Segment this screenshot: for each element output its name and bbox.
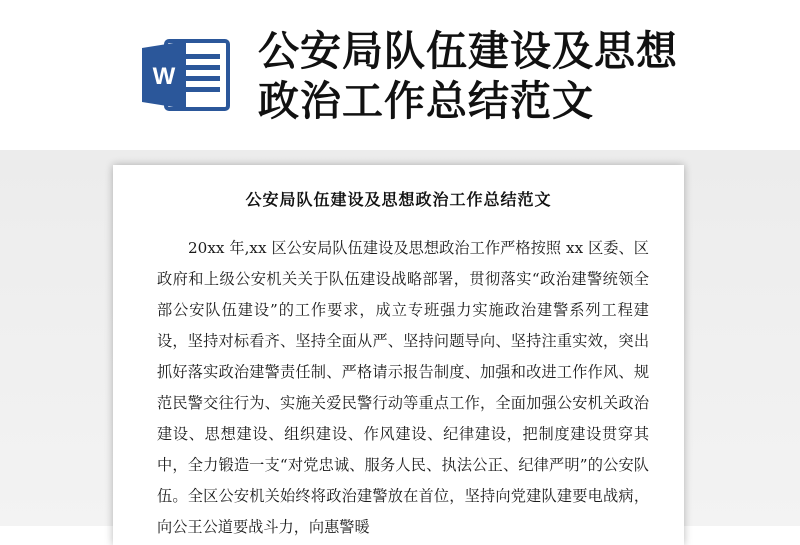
banner-title: 公安局队伍建设及思想政治工作总结范文 [258, 27, 678, 125]
document-title: 公安局队伍建设及思想政治工作总结范文 [245, 190, 552, 209]
word-icon-letter: W [152, 63, 176, 90]
document-paragraph: 20xx 年,xx 区公安局队伍建设及思想政治工作严格按照 xx 区委、区政府和上级公安机关关于队伍建设战略部署，贯彻落实“政治建警统领全部公安队伍建设”的工作要求，成立专班强力实施政治建警系列工程建设，坚持对标看齐、坚持全面从严、坚持问题导向、坚持注重实效，突出抓好落实政治建警责任制、严格请示报告制度、加强和改进工作作风、规范民警交往行为、实施关爱民警行动等重点工作，全面加强公安机关政治建设、思想建设、组织建设、作风建设、纪律建设，把制度建设贯穿其中，全力锻造一支“对党忠诚、服务人民、执法公正、纪律严明”的公安队伍。全区公安机关始终将政治建警放在首位，坚持向党建队建要电战病，向公王公道要战斗力，向惠警暖 [157, 239, 649, 536]
document-page [113, 165, 684, 545]
word-icon [140, 38, 232, 112]
banner [0, 0, 800, 150]
